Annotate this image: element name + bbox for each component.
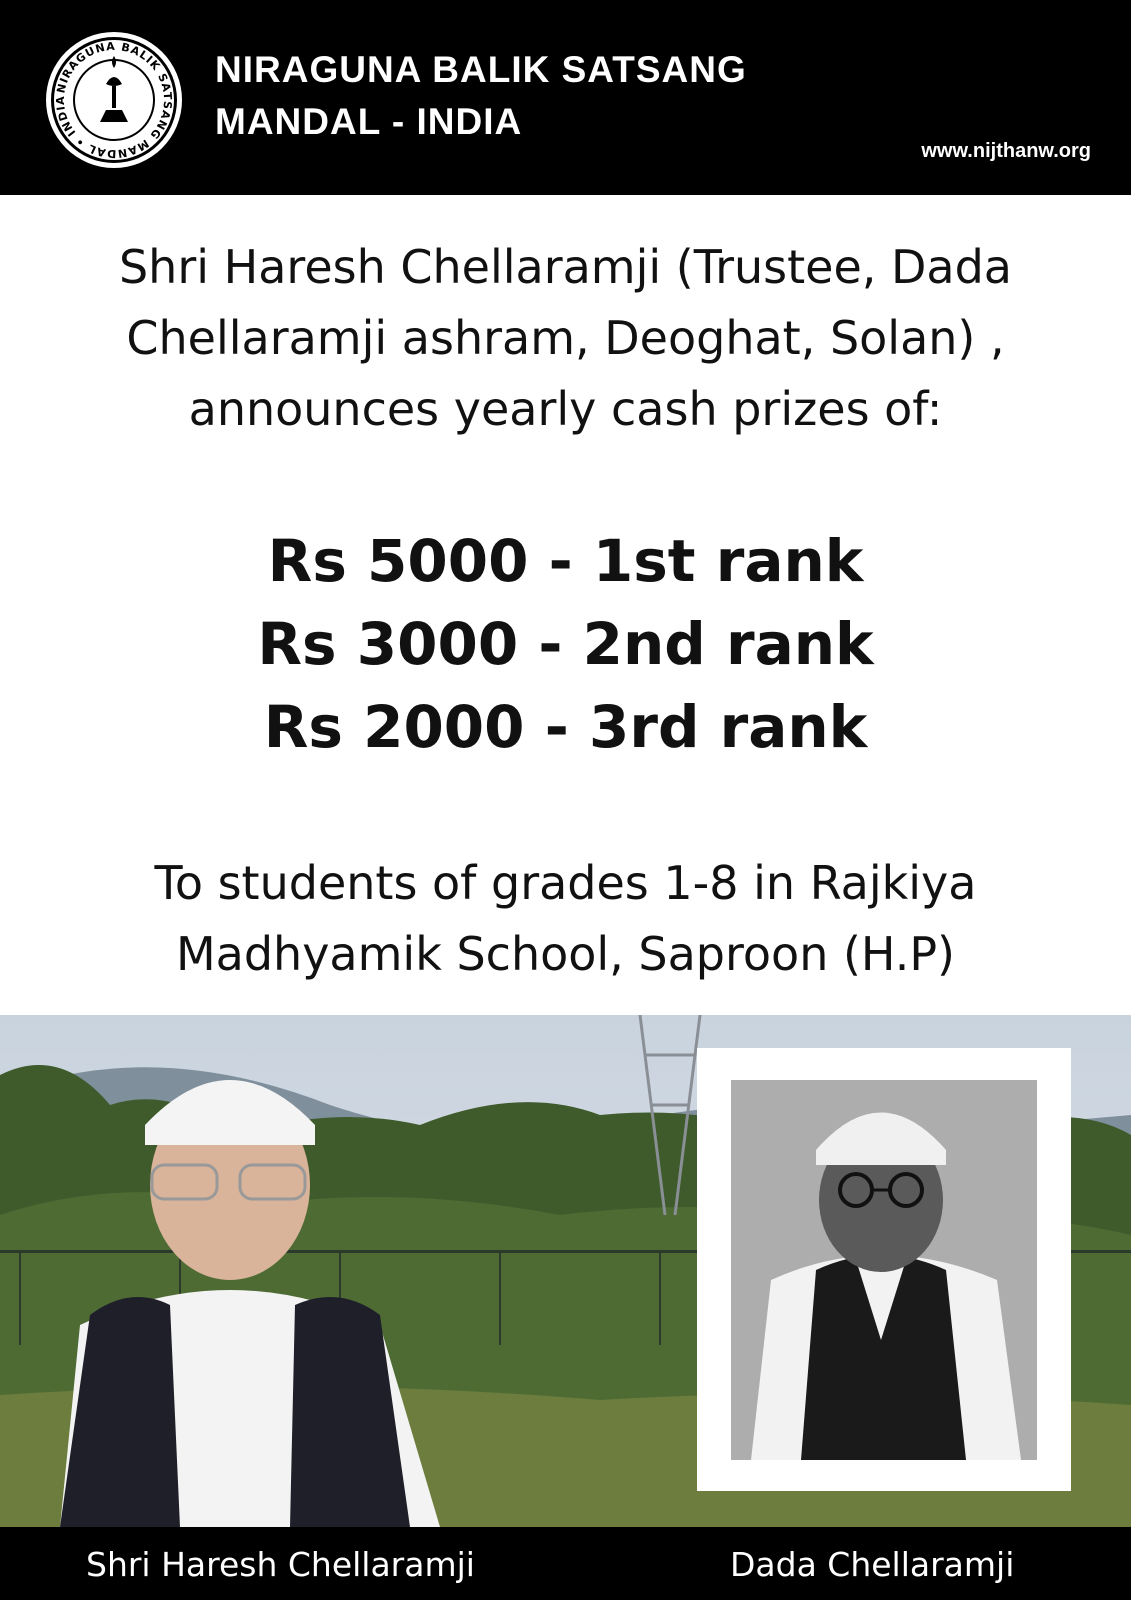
website-link[interactable]: www.nijthanw.org xyxy=(921,140,1091,162)
org-name xyxy=(215,44,747,148)
prize-third: Rs 2000 - 3rd rank xyxy=(263,693,868,761)
org-name-line1: NIRAGUNA BALIK SATSANG xyxy=(215,49,747,90)
org-logo-icon xyxy=(44,30,184,170)
prize-second: Rs 3000 - 2nd rank xyxy=(257,610,874,678)
header-bar xyxy=(0,0,1131,195)
caption-left: Shri Haresh Chellaramji xyxy=(86,1545,475,1584)
portrait-frame xyxy=(697,1048,1071,1491)
prize-list xyxy=(0,520,1131,769)
caption-bar xyxy=(0,1527,1131,1600)
prize-first: Rs 5000 - 1st rank xyxy=(267,527,864,595)
caption-right: Dada Chellaramji xyxy=(730,1545,1015,1584)
eligibility-text: To students of grades 1-8 in Rajkiya Madhyamik School, Saproon (H.P) xyxy=(154,856,977,981)
portrait-photo xyxy=(731,1080,1037,1460)
logo-text: NIRAGUNA BALIK SATSANG MANDAL • INDIA xyxy=(53,39,175,161)
announcement-intro: Shri Haresh Chellaramji (Trustee, Dada Chellaramji ashram, Deoghat, Solan) , announces yearly cash prizes of: xyxy=(118,240,1012,436)
org-name-line2: MANDAL - INDIA xyxy=(215,101,523,142)
